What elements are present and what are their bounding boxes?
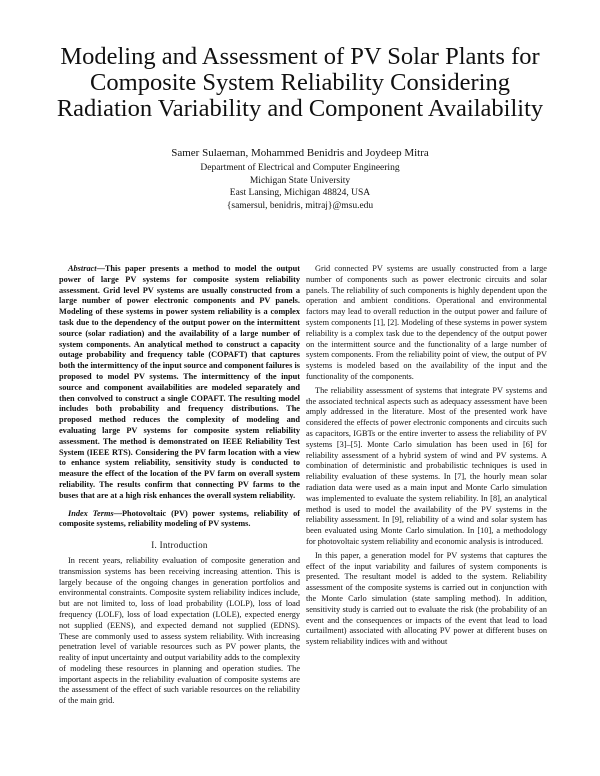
- left-column: [59, 264, 300, 707]
- body-paragraph: The reliability assessment of systems that integrate PV systems and the associated technical aspects such as adequacy assessment have been amply addressed in the literature. Most of the presented work have considered the effects of power electronic components and circuits such as capacitors, IGBTs or the entire inverter to assess the reliability of PV systems [3]–[5]. Monte Carlo simulation has been used in [6] for reliability assessment of a hybrid system of wind and PV systems. A combination of deterministic and probabilistic techniques is used in reliability evaluation of these systems. In [7], the hourly mean solar radiation data were used as a main input and Monte Carlo simulation was implemented to evaluate the system reliability. In [8], an analytical method is used to model the availability of the PV systems in the reliability assessment. In [9], reliability of a wind and solar system has been evaluated using Monte Carlo simulation. In [10], a methodology for photovoltaic system reliability and economic analysis is introduced.: [306, 385, 547, 546]
- abstract-text: —This paper presents a method to model the output power of large PV systems for composite system reliability assessment. Grid level PV systems are usually constructed from a large number of power electronic components and PV panels. Modeling of these systems in power system reliability is a complex task due to the dependency of the output power on the intermittent source (solar radiation) and the availability of a large number of system components. An analytical method to construct a capacity outage probability and frequency table (COPAFT) that captures both the intermittency of the input source and component failures is proposed to model PV systems. The intermittency of the input source and component availabilities are modeled separately and then convolved to construct a single COPAFT. The resulting model includes both probability and frequency distributions. The proposed method reduces the complexity of modeling and evaluating large PV systems for composite system reliability assessment. The method is demonstrated on IEEE Reliability Test System (IEEE RTS). Considering the PV farm location with a view to enhance system reliability, sensitivity study is conducted to measure the effect of the location of the PV farm on overall system reliability. The results confirm that connecting PV farms to the buses that are at a high risk enhances the overall system reliability.: [59, 264, 300, 500]
- index-terms: [59, 509, 300, 531]
- body-paragraph: Grid connected PV systems are usually constructed from a large number of components such as power electronic circuits and solar panels. The reliability of such components is highly dependent upon the operation and ambient conditions. Operational and environmental factors may lead to overall reduction in the output power and failure of system components [1], [2]. Modeling of these systems in power system reliability is a complex task due to the dependency of the output power on the intermittent source and the functionality of a large number of system components. From the reliability point of view, the output of PV systems is modeled based on the availability of the input and the functionality of the components.: [306, 264, 547, 381]
- address: East Lansing, Michigan 48824, USA: [229, 188, 371, 198]
- section-heading-introduction: I. Introduction: [151, 540, 208, 551]
- department: Department of Electrical and Computer Engineering: [200, 163, 400, 173]
- author-block: [100, 146, 500, 212]
- university: Michigan State University: [249, 175, 351, 186]
- abstract: [59, 264, 300, 502]
- index-terms-label: Index Terms: [68, 508, 114, 518]
- right-column: [306, 264, 547, 648]
- author-names: Samer Sulaeman, Mohammed Benidris and Joydeep Mitra: [171, 147, 429, 159]
- paper-title: Modeling and Assessment of PV Solar Plants for Composite System Reliability Considering Radiation Variability and Component Availability: [56, 43, 544, 122]
- body-paragraph: In this paper, a generation model for PV systems that captures the effect of the input variability and failures of system components is presented. The resultant model is added to the system. Reliability assessment of the composite systems is carried out in conjunction with the Monte Carlo simulation (state sampling method). In addition, sensitivity study is carried out to evaluate the risk (the probability of an event and the consequences or impacts of the event that lead to load curtailment) associated with allocating PV power at different buses on system reliability indices with and without: [306, 550, 547, 647]
- email: {samersul, benidris, mitraj}@msu.edu: [226, 200, 374, 211]
- index-terms-text: —Photovoltaic (PV) power systems, reliability of composite systems, reliability modeling of PV systems.: [59, 508, 300, 529]
- abstract-label: Abstract: [68, 264, 97, 273]
- intro-paragraph: In recent years, reliability evaluation of composite generation and transmission systems has been receiving increasing attention. This is largely because of the ongoing changes in generation portfolios and environmental constraints. Composite system reliability indices include, but are not limited to, loss of load probability (LOLP), loss of load frequency (LOLF), loss of load expectation (LOLE), expected energy not supplied (EENS), and expected demand not supplied (EDNS). These are commonly used to assess system reliability. With increasing penetration level of variable resources such as PV power plants, the reality of input uncertainty and output variability adds to the complexity of modeling these resources in planning and operation studies. The important aspects in the reliability evaluation of composite systems are the assessment of the effect of such variable resources on the reliability of the main grid.: [59, 555, 300, 706]
